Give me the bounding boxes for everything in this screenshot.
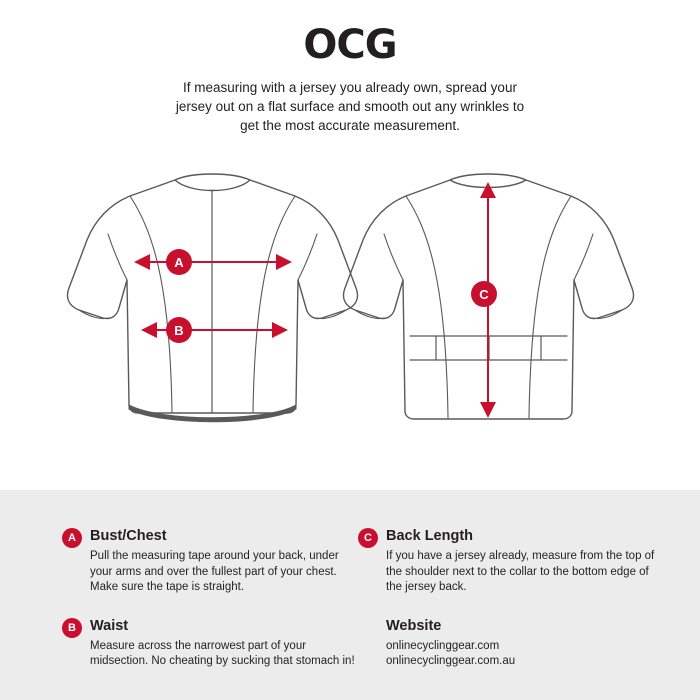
legend-title-website: Website xyxy=(386,617,442,634)
legend-column-right xyxy=(358,528,658,692)
legend-badge-c: C xyxy=(358,528,378,548)
legend-item-back-length xyxy=(358,528,658,596)
legend-text-bust-chest: Pull the measuring tape around your back, under your arms and over the fullest part of your chest. Make sure the tape is straight. xyxy=(90,550,339,593)
legend-badge-b: B xyxy=(62,618,82,638)
legend-title-waist: Waist xyxy=(90,617,129,634)
legend-title-back-length: Back Length xyxy=(386,528,474,544)
website-link-com-au[interactable]: onlinecyclinggear.com.au xyxy=(386,655,516,667)
legend-column-left xyxy=(62,528,362,692)
jersey-front-view xyxy=(67,174,357,413)
marker-badge-c: C xyxy=(471,281,497,307)
legend-item-website xyxy=(358,618,658,670)
legend-text-back-length: If you have a jersey already, measure from the top of the shoulder next to the collar to the bottom edge of the jersey back. xyxy=(386,550,655,593)
intro-text: If measuring with a jersey you already own, spread your jersey out on a flat surface and smooth out any wrinkles to get the most accurate measurement. xyxy=(175,80,525,133)
marker-badge-b: B xyxy=(166,317,192,343)
legend-badge-a: A xyxy=(62,528,82,548)
jersey-diagram-svg xyxy=(0,160,700,490)
legend-item-bust-chest xyxy=(62,528,362,596)
legend-title-bust-chest: Bust/Chest xyxy=(90,528,167,544)
website-link-com[interactable]: onlinecyclinggear.com xyxy=(386,639,500,652)
jersey-diagram xyxy=(0,160,700,490)
brand-logo: OCG xyxy=(303,22,397,68)
legend-text-waist: Measure across the narrowest part of your midsection. No cheating by sucking that stomach in! xyxy=(90,639,355,667)
marker-badge-a: A xyxy=(166,249,192,275)
legend-item-waist xyxy=(62,618,362,670)
